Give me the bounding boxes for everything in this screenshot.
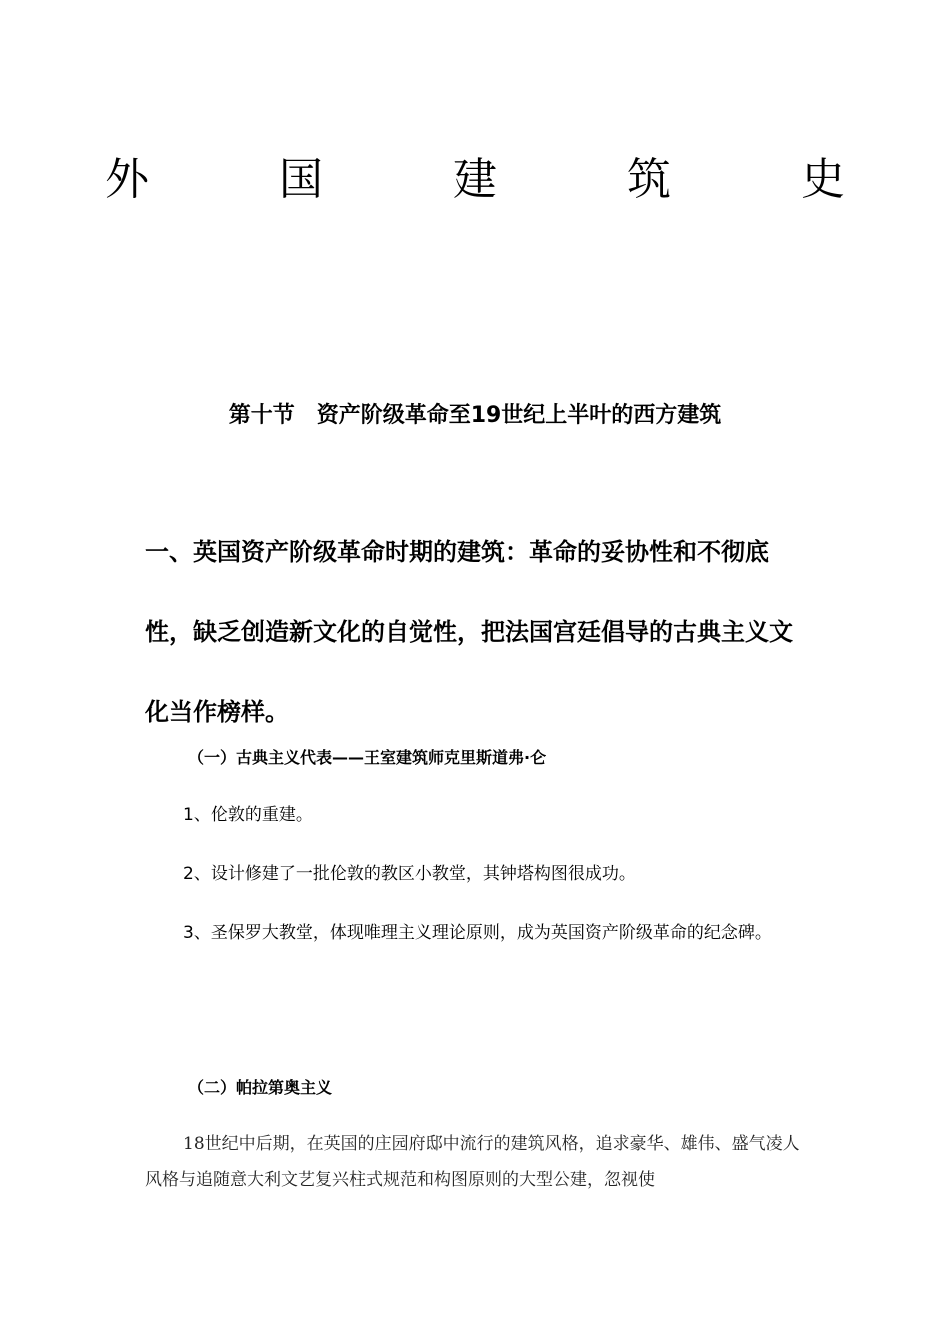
subheading-classicism: （一）古典主义代表——王室建筑师克里斯道弗·仑 [188, 748, 547, 767]
section-title: 第十节 资产阶级革命至19世纪上半叶的西方建筑 [228, 403, 722, 428]
subheading-palladianism: （二）帕拉第奥主义 [188, 1078, 333, 1097]
heading-level1: 一、英国资产阶级革命时期的建筑：革命的妥协性和不彻底性，缺乏创造新文化的自觉性，把法国宫廷倡导的古典主义文化当作榜样。 [145, 538, 793, 726]
body-paragraph: 18世纪中后期，在英国的庄园府邸中流行的建筑风格，追求豪华、雄伟、盛气凌人风格与追随意大利文艺复兴柱式规范和构图原则的大型公建，忽视使 [145, 1134, 800, 1190]
list-item-3: 3、圣保罗大教堂，体现唯理主义理论原则，成为英国资产阶级革命的纪念碑。 [183, 923, 772, 943]
document-title: 外 国 建 筑 史 [105, 154, 903, 205]
list-item-1: 1、伦敦的重建。 [183, 805, 313, 825]
list-item-2: 2、设计修建了一批伦敦的教区小教堂，其钟塔构图很成功。 [183, 864, 636, 884]
